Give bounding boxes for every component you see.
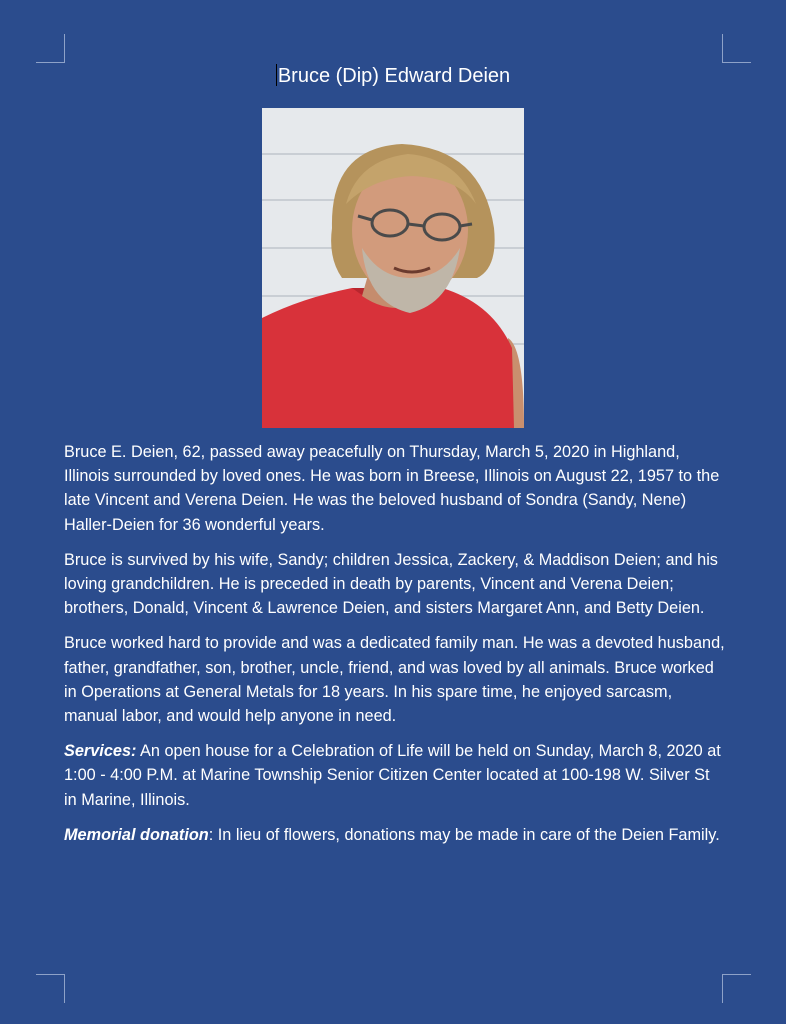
title-line[interactable] — [0, 62, 786, 90]
paragraph-life[interactable]: Bruce worked hard to provide and was a dedicated family man. He was a devoted husband, father, grandfather, son, brother, uncle, friend, and was loved by all animals. Bruce worked in Operations at General Metals for 18 years. In his spare time, he enjoyed sarcasm, manual labor, and would help anyone in need. — [64, 634, 725, 726]
margin-mark-bottom-left — [36, 974, 65, 1003]
paragraph-services[interactable] — [64, 739, 726, 812]
portrait-photo-icon — [262, 108, 524, 428]
obituary-body[interactable] — [64, 440, 726, 858]
memorial-label: Memorial donation — [64, 825, 209, 844]
services-label: Services: — [64, 742, 137, 761]
memorial-text: : In lieu of flowers, donations may be made in care of the Deien Family. — [208, 825, 720, 844]
services-text: An open house for a Celebration of Life will be held on Sunday, March 8, 2020 at 1:00 - 4:00 P.M. at Marine Township Senior Citizen Center located at 100-198 W. Silver St in Marine, Illinois. — [64, 742, 721, 809]
portrait-photo[interactable] — [262, 108, 524, 428]
margin-mark-top-left — [36, 34, 65, 63]
paragraph-memorial[interactable] — [64, 823, 726, 847]
paragraph-survivors[interactable]: Bruce is survived by his wife, Sandy; children Jessica, Zackery, & Maddison Deien; and his loving grandchildren. He is preceded in death by parents, Vincent and Verena Deien; brothers, Donald, Vincent & Lawrence Deien, and sisters Margaret Ann, and Betty Deien. — [64, 550, 718, 618]
text-cursor — [276, 64, 277, 86]
paragraph-intro[interactable]: Bruce E. Deien, 62, passed away peacefully on Thursday, March 5, 2020 in Highland, Illinois surrounded by loved ones. He was born in Breese, Illinois on August 22, 1957 to the late Vincent and Verena Deien. He was the beloved husband of Sondra (Sandy, Nene) Haller-Deien for 36 wonderful years. — [64, 443, 720, 534]
document-title[interactable]: Bruce (Dip) Edward Deien — [277, 65, 511, 87]
margin-mark-bottom-right — [722, 974, 751, 1003]
margin-mark-top-right — [722, 34, 751, 63]
